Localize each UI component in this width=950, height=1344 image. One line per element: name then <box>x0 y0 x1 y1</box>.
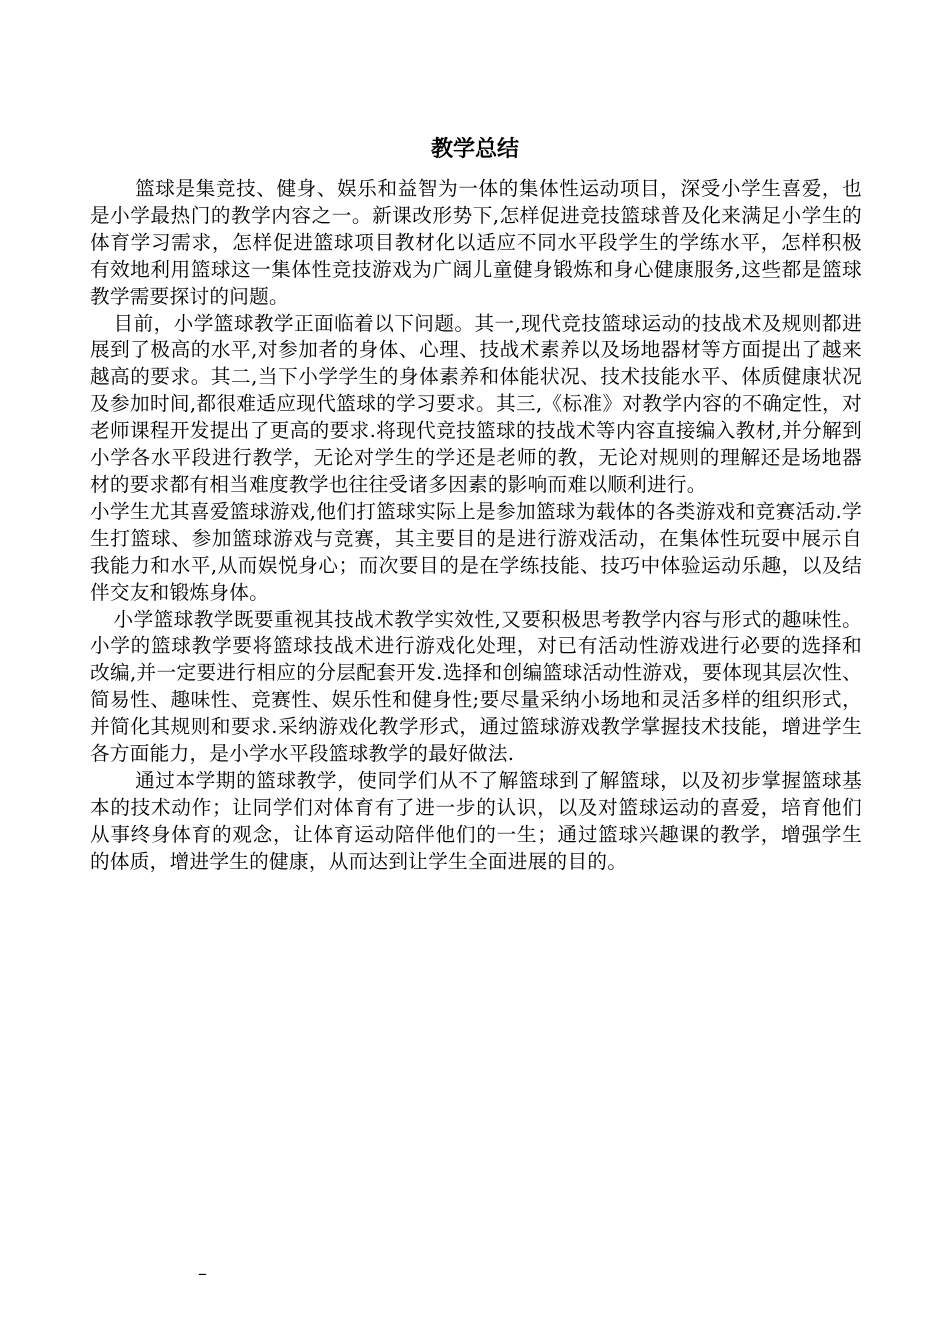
paragraph-games: 小学生尤其喜爱篮球游戏,他们打篮球实际上是参加篮球为载体的各类游戏和竞赛活动.学生打篮球、参加篮球游戏与竞赛，其主要目的是进行游戏活动，在集体性玩耍中展示自我能力和水平,从而娱悦身心；而次要目的是在学练技能、技巧中体验运动乐趣，以及结伴交友和锻炼身体。 <box>90 499 862 604</box>
document-body <box>90 176 862 876</box>
page-footer-mark: – <box>198 1263 207 1284</box>
paragraph-intro: 篮球是集竞技、健身、娱乐和益智为一体的集体性运动项目，深受小学生喜爱，也是小学最热门的教学内容之一。新课改形势下,怎样促进竞技篮球普及化来满足小学生的体育学习需求，怎样促进篮球项目教材化以适应不同水平段学生的学练水平，怎样积极有效地利用篮球这一集体性竞技游戏为广阔儿童健身锻炼和身心健康服务,这些都是篮球教学需要探讨的问题。 <box>90 177 862 308</box>
paragraph-methods: 小学篮球教学既要重视其技战术教学实效性,又要积极思考教学内容与形式的趣味性。小学的篮球教学要将篮球技战术进行游戏化处理，对已有活动性游戏进行必要的选择和改编,并一定要进行相应的分层配套开发.选择和创编篮球活动性游戏，要体现其层次性、简易性、趣味性、竞赛性、娱乐性和健身性;要尽量采纳小场地和灵活多样的组织形式，并简化其规则和要求.采纳游戏化教学形式，通过篮球游戏教学掌握技术技能，增进学生各方面能力，是小学水平段篮球教学的最好做法. <box>90 607 862 766</box>
paragraph-problems: 目前，小学篮球教学正面临着以下问题。其一,现代竞技篮球运动的技战术及规则都进展到了极高的水平,对参加者的身体、心理、技战术素养以及场地器材等方面提出了越来越高的要求。其二,当下小学学生的身体素养和体能状况、技术技能水平、体质健康状况及参加时间,都很难适应现代篮球的学习要求。其三,《标准》对教学内容的不确定性，对老师课程开发提出了更高的要求.将现代竞技篮球的技战术等内容直接编入教材,并分解到小学各水平段进行教学，无论对学生的学还是老师的教，无论对规则的理解还是场地器材的要求都有相当难度教学也往往受诸多因素的影响而难以顺利进行。 <box>90 311 862 496</box>
paragraph-conclusion: 通过本学期的篮球教学，使同学们从不了解篮球到了解篮球，以及初步掌握篮球基本的技术动作；让同学们对体育有了进一步的认识，以及对篮球运动的喜爱，培育他们从事终身体育的观念，让体育运动陪伴他们的一生；通过篮球兴趣课的教学，增强学生的体质，增进学生的健康，从而达到让学生全面进展的目的。 <box>90 768 862 873</box>
document-title: 教学总结 <box>430 137 519 162</box>
